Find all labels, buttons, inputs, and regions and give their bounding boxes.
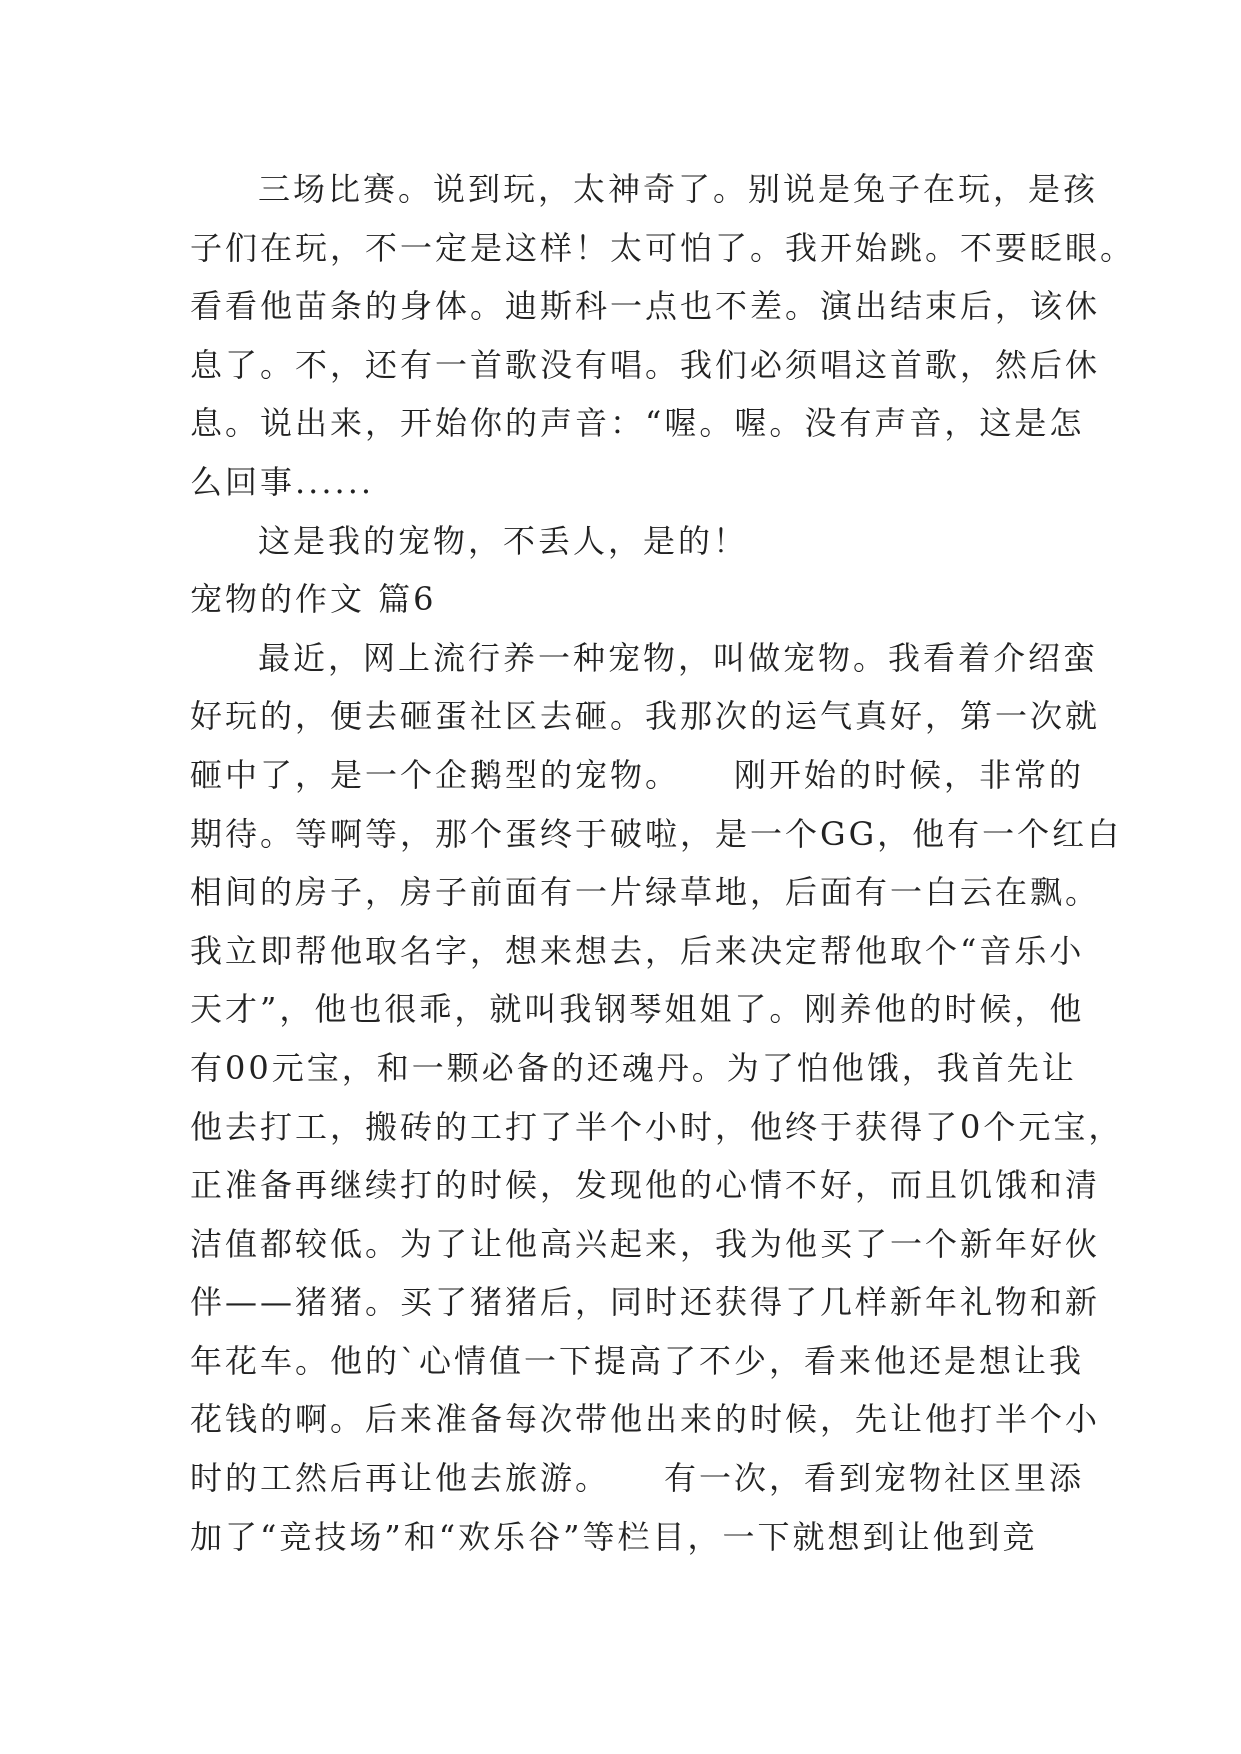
paragraph-line: 息了。不，还有一首歌没有唱。我们必须唱这首歌，然后休 [190, 345, 1101, 384]
paragraph-line: 有00元宝，和一颗必备的还魂丹。为了怕他饿，我首先让 [190, 1048, 1077, 1087]
paragraph-line: 我立即帮他取名字，想来想去，后来决定帮他取个“音乐小 [190, 931, 1085, 970]
paragraph-line: 相间的房子，房子前面有一片绿草地，后面有一白云在飘。 [190, 873, 1101, 912]
paragraph-line: 砸中了，是一个企鹅型的宠物。 刚开始的时候，非常的 [190, 755, 1085, 794]
paragraph-line: 洁值都较低。为了让他高兴起来，我为他买了一个新年好伙 [190, 1224, 1101, 1263]
paragraph-line: 加了“竞技场”和“欢乐谷”等栏目，一下就想到让他到竞 [190, 1517, 1038, 1556]
paragraph-line: 最近，网上流行养一种宠物，叫做宠物。我看着介绍蛮 [258, 638, 1099, 677]
paragraph-line: 息。说出来，开始你的声音：“喔。喔。没有声音，这是怎 [190, 404, 1085, 443]
paragraph-line: 天才”，他也很乖，就叫我钢琴姐姐了。刚养他的时候，他 [190, 990, 1085, 1029]
article-body [190, 160, 1136, 1566]
paragraph-line: 三场比赛。说到玩，太神奇了。别说是兔子在玩，是孩 [258, 170, 1099, 208]
paragraph-line: 么回事...... [190, 462, 375, 501]
section-heading: 宠物的作文 篇6 [190, 580, 437, 619]
paragraph-line: 正准备再继续打的时候，发现他的心情不好，而且饥饿和清 [190, 1166, 1101, 1205]
paragraph-line: 花钱的啊。后来准备每次带他出来的时候，先让他打半个小 [190, 1400, 1101, 1439]
paragraph-line: 好玩的，便去砸蛋社区去砸。我那次的运气真好，第一次就 [190, 697, 1101, 736]
paragraph-line: 时的工然后再让他去旅游。 有一次，看到宠物社区里添 [190, 1459, 1085, 1498]
paragraph-line: 看看他苗条的身体。迪斯科一点也不差。演出结束后，该休 [190, 287, 1101, 326]
paragraph-line: 期待。等啊等，那个蛋终于破啦，是一个GG，他有一个红白 [190, 814, 1123, 853]
paragraph-line: 年花车。他的`心情值一下提高了不少，看来他还是想让我 [190, 1341, 1085, 1380]
paragraph-line: 伴——猪猪。买了猪猪后，同时还获得了几样新年礼物和新 [190, 1283, 1101, 1322]
paragraph-line: 这是我的宠物，不丢人，是的！ [258, 521, 749, 560]
paragraph-line: 子们在玩，不一定是这样！太可怕了。我开始跳。不要眨眼。 [190, 228, 1136, 267]
paragraph-line: 他去打工，搬砖的工打了半个小时，他终于获得了0个元宝， [190, 1107, 1124, 1146]
